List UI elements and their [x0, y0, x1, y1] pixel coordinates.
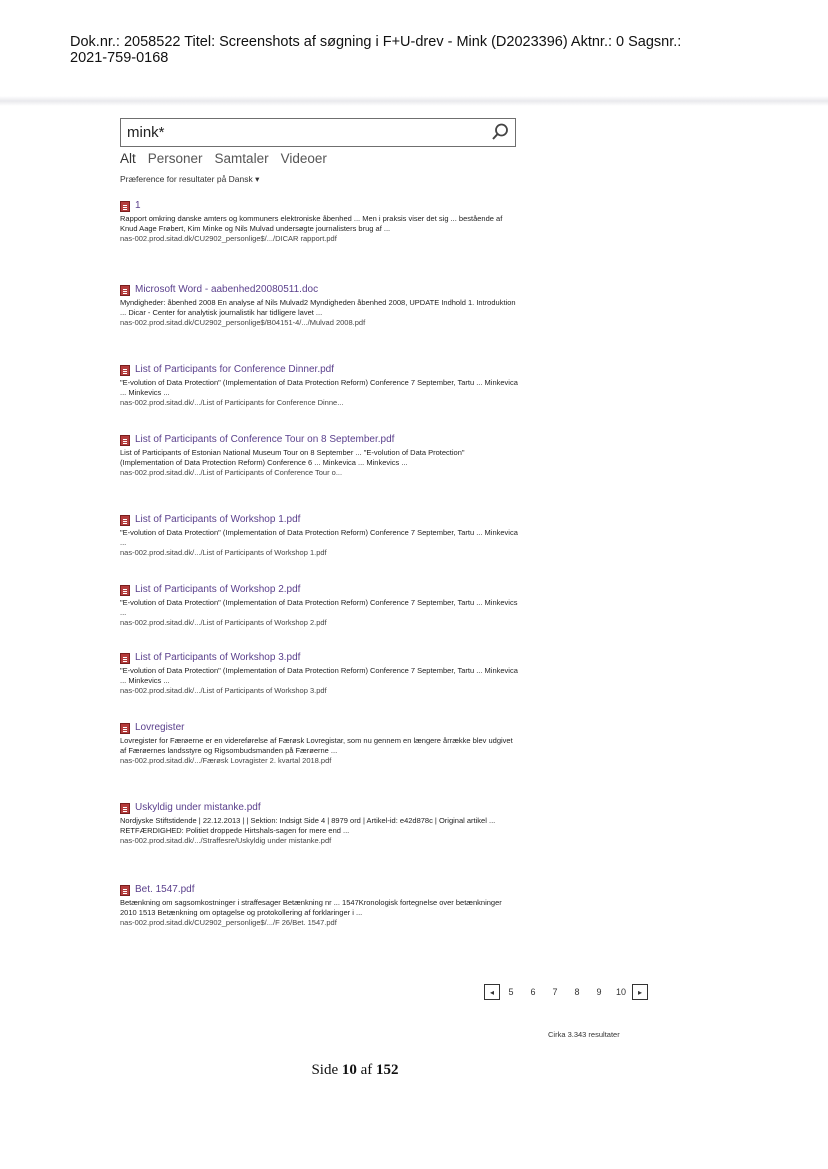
result-url: nas-002.prod.sitad.dk/.../List of Participants of Conference Tour o...	[120, 468, 343, 477]
result-item	[120, 802, 518, 846]
pdf-icon	[120, 803, 130, 814]
footer-middle: af	[356, 1062, 377, 1078]
result-title[interactable]: Lovregister	[135, 722, 185, 733]
result-item	[120, 584, 518, 628]
pdf-icon	[120, 585, 130, 596]
result-snippet: "E-volution of Data Protection" (Implementation of Data Protection Reform) Conference 7 September, Tartu ... Minkevica ...	[120, 528, 518, 547]
result-title[interactable]: List of Participants for Conference Dinner.pdf	[135, 364, 334, 375]
pdf-icon	[120, 723, 130, 734]
result-title[interactable]: List of Participants of Workshop 3.pdf	[135, 652, 301, 663]
result-snippet: Lovregister for Færøerne er en videreførelse af Færøsk Lovregistar, som nu gennem en længere årrække blev udgivet af Færøernes landsstyre og Rigsombudsmanden på Færøerne ...	[120, 736, 513, 755]
result-snippet: Rapport omkring danske amters og kommuners elektroniske åbenhed ... Men i praksis viser det sig ... bestående af Knud Aage Frøbert, Kim Minke og Nils Mulvad undersøgte journalisters brug af ...	[120, 214, 503, 233]
page-link-current[interactable]: 10	[615, 987, 626, 997]
scan-artifact-band	[0, 96, 828, 106]
header-line-1: Dok.nr.: 2058522 Titel: Screenshots af søgning i F+U-drev - Mink (D2023396) Aktnr.: 0 Sagsnr.:	[70, 34, 682, 50]
tab-alt[interactable]: Alt	[120, 151, 136, 166]
page-link[interactable]: 5	[508, 987, 514, 997]
page-link[interactable]: 6	[530, 987, 536, 997]
result-snippet: List of Participants of Estonian National Museum Tour on 8 September ... "E-volution of Data Protection" (Implementation of Data Protection Reform) Conference 6 ... Minkevica ... Minkevics ...	[120, 448, 465, 467]
pdf-icon	[120, 515, 130, 526]
footer-prefix: Side	[311, 1062, 342, 1078]
pdf-icon	[120, 365, 130, 376]
result-snippet: Nordjyske Stiftstidende | 22.12.2013 | | Sektion: Indsigt Side 4 | 8979 ord | Artikel-id: e42d878c | Original artikel ... RETFÆRDIGHED: Politiet droppede Hirtshals-sagen for mere end ...	[120, 816, 496, 835]
page-link[interactable]: 8	[574, 987, 580, 997]
footer-page-number: 10	[341, 1062, 357, 1078]
result-item	[120, 364, 518, 408]
result-title[interactable]: List of Participants of Conference Tour on 8 September.pdf	[135, 434, 395, 445]
search-area	[120, 118, 520, 185]
result-count: Cirka 3.343 resultater	[548, 1030, 620, 1039]
search-icon[interactable]	[489, 121, 511, 143]
pdf-icon	[120, 435, 130, 446]
result-snippet: "E-volution of Data Protection" (Implementation of Data Protection Reform) Conference 7 September, Tartu ... Minkevics ...	[120, 598, 518, 617]
result-title[interactable]: List of Participants of Workshop 2.pdf	[135, 584, 301, 595]
result-title[interactable]: Uskyldig under mistanke.pdf	[135, 802, 261, 813]
result-item	[120, 884, 518, 928]
result-url: nas-002.prod.sitad.dk/CU2902_personlige$/B04151-4/.../Mulvad 2008.pdf	[120, 318, 366, 327]
pagination	[484, 984, 648, 1000]
result-snippet: Betænkning om sagsomkostninger i straffesager Betænkning nr ... 1547Kronologisk fortegnelse over betænkninger 2010 1513 Betænkning om optagelse og protokollering af forklaringer i ...	[120, 898, 502, 917]
result-title[interactable]: Bet. 1547.pdf	[135, 884, 195, 895]
result-item	[120, 652, 518, 696]
search-input[interactable]	[127, 122, 467, 142]
page-link[interactable]: 9	[596, 987, 602, 997]
header-line-2: 2021-759-0168	[70, 50, 169, 66]
pdf-icon	[120, 885, 130, 896]
pdf-icon	[120, 201, 130, 212]
page-link[interactable]: 7	[552, 987, 558, 997]
result-url: nas-002.prod.sitad.dk/.../Straffesre/Uskyldig under mistanke.pdf	[120, 836, 332, 845]
prev-page-button[interactable]: ◂	[484, 984, 500, 1000]
document-header	[70, 34, 790, 66]
result-url: nas-002.prod.sitad.dk/.../List of Participants of Workshop 1.pdf	[120, 548, 327, 557]
result-title[interactable]: Microsoft Word - aabenhed20080511.doc	[135, 284, 319, 295]
search-box	[120, 118, 516, 147]
result-snippet: Myndigheder: åbenhed 2008 En analyse af Nils Mulvad2 Myndigheden åbenhed 2008, UPDATE Indhold 1. Introduktion ... Dicar - Center for analytisk journalistik har tidligere lavet ...	[120, 298, 516, 317]
search-tabs	[120, 151, 520, 166]
tab-samtaler[interactable]: Samtaler	[214, 151, 269, 166]
result-url: nas-002.prod.sitad.dk/.../List of Participants of Workshop 3.pdf	[120, 686, 327, 695]
result-url: nas-002.prod.sitad.dk/CU2902_personlige$/.../DICAR rapport.pdf	[120, 234, 337, 243]
tab-videoer[interactable]: Videoer	[280, 151, 327, 166]
result-title[interactable]: List of Participants of Workshop 1.pdf	[135, 514, 301, 525]
result-item	[120, 200, 518, 244]
tab-personer[interactable]: Personer	[147, 151, 203, 166]
result-url: nas-002.prod.sitad.dk/.../List of Participants of Workshop 2.pdf	[120, 618, 327, 627]
result-item	[120, 514, 518, 558]
result-item	[120, 284, 518, 328]
result-url: nas-002.prod.sitad.dk/.../List of Participants for Conference Dinne...	[120, 398, 344, 407]
result-title[interactable]: 1	[135, 200, 141, 211]
result-url: nas-002.prod.sitad.dk/.../Færøsk Lovragister 2. kvartal 2018.pdf	[120, 756, 332, 765]
footer-page-total: 152	[376, 1062, 399, 1078]
result-item	[120, 722, 518, 766]
result-url: nas-002.prod.sitad.dk/CU2902_personlige$/.../F 26/Bet. 1547.pdf	[120, 918, 337, 927]
pdf-icon	[120, 653, 130, 664]
language-preference[interactable]: Præference for resultater på Dansk ▾	[120, 174, 260, 184]
result-item	[120, 434, 518, 478]
page-footer	[0, 1062, 710, 1079]
result-snippet: "E-volution of Data Protection" (Implementation of Data Protection Reform) Conference 7 September, Tartu ... Minkevica ... Minkevics ...	[120, 378, 518, 397]
result-snippet: "E-volution of Data Protection" (Implementation of Data Protection Reform) Conference 7 September, Tartu ... Minkevica ... Minkevics ...	[120, 666, 518, 685]
next-page-button[interactable]: ▸	[632, 984, 648, 1000]
pdf-icon	[120, 285, 130, 296]
